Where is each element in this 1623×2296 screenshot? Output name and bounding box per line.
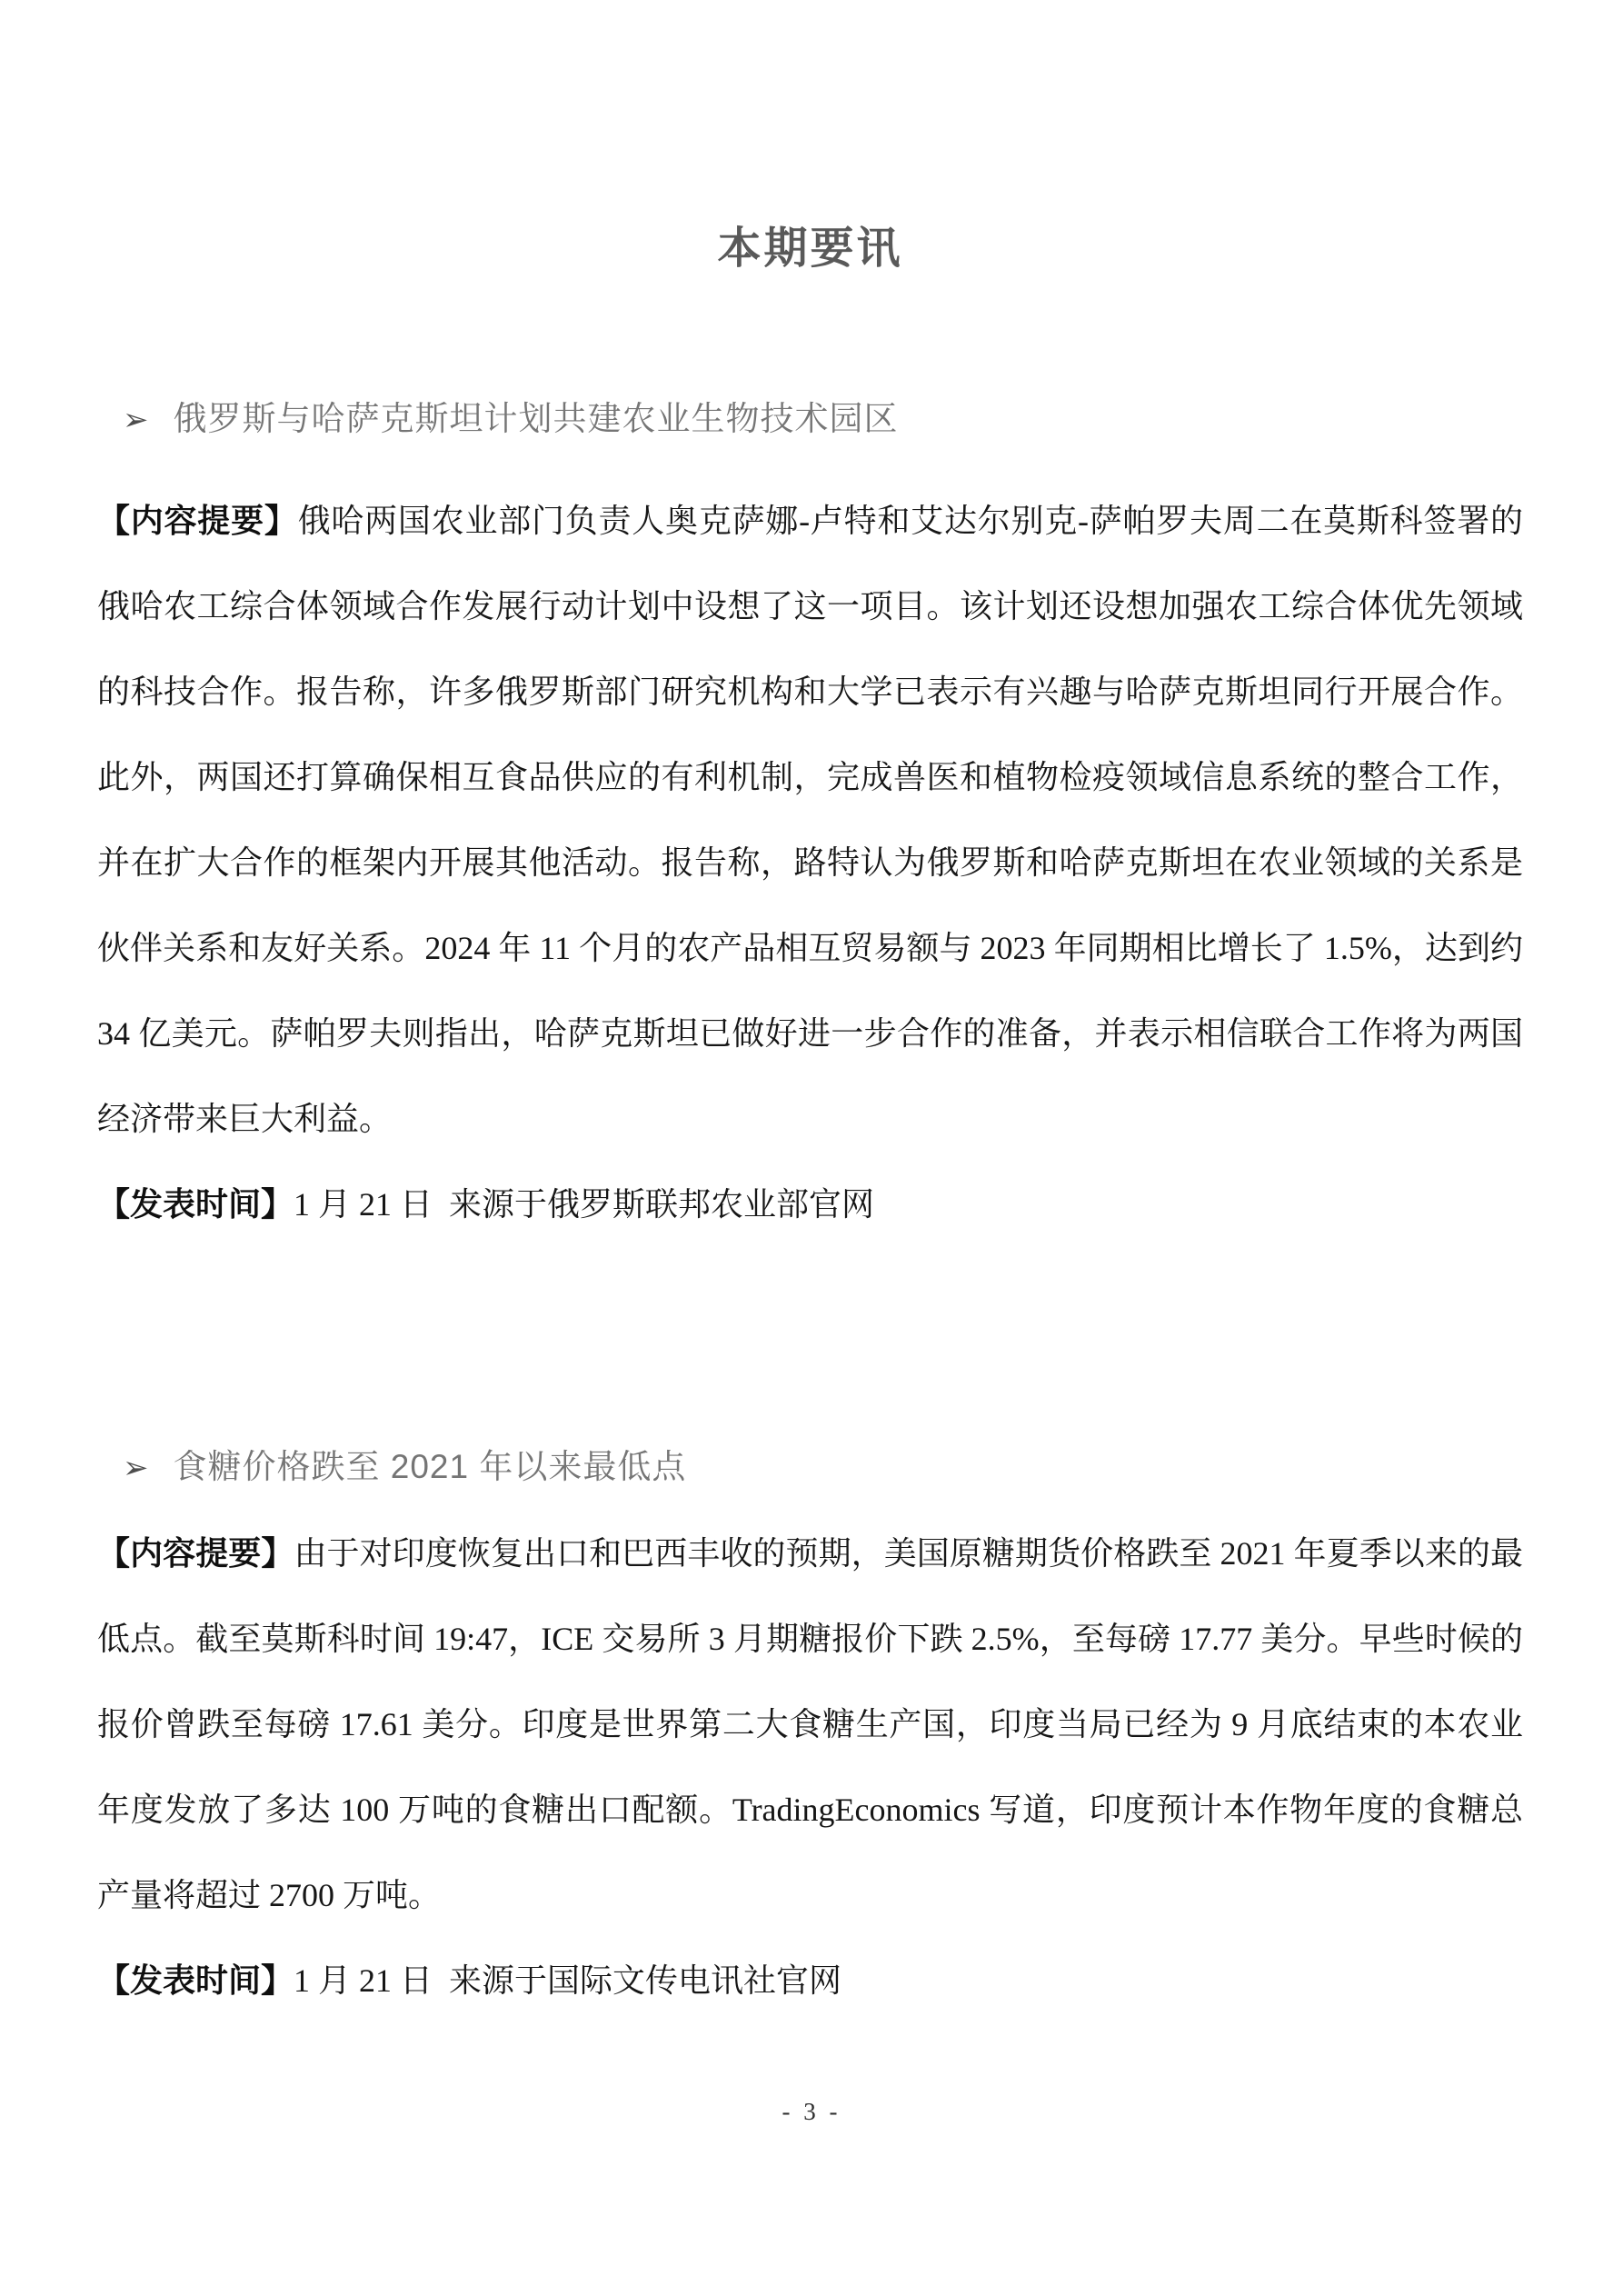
section-1-publish-line xyxy=(97,1162,1523,1247)
section-2-heading xyxy=(123,1444,1523,1491)
section-1-summary-text: 俄哈两国农业部门负责人奥克萨娜-卢特和艾达尔别克-萨帕罗夫周二在莫斯科签署的俄哈农工综合体领域合作发展行动计划中设想了这一项目。该计划还设想加强农工综合体优先领域的科技合作。报告称，许多俄罗斯部门研究机构和大学已表示有兴趣与哈萨克斯坦同行开展合作。此外，两国还打算确保相互食品供应的有利机制，完成兽医和植物检疫领域信息系统的整合工作，并在扩大合作的框架内开展其他活动。报告称，路特认为俄罗斯和哈萨克斯坦在农业领域的关系是伙伴关系和友好关系。2024 年 11 个月的农产品相互贸易额与 2023 年同期相比增长了 1.5%，达到约 34 亿美元。萨帕罗夫则指出，哈萨克斯坦已做好进一步合作的准备，并表示相信联合工作将为两国经济带来巨大利益。 xyxy=(97,503,1523,1137)
section-2-summary-paragraph xyxy=(97,1511,1523,1938)
section-2-publish-line xyxy=(97,1938,1523,2023)
section-2-publish-text: 1 月 21 日 来源于国际文传电讯社官网 xyxy=(294,1962,842,1999)
section-1-summary-label: 【内容提要】 xyxy=(97,502,298,539)
page-number: - 3 - xyxy=(782,2098,841,2125)
arrow-bullet-icon: ➢ xyxy=(123,403,150,437)
section-1-heading xyxy=(123,396,1523,443)
section-2-heading-text: 食糖价格跌至 2021 年以来最低点 xyxy=(173,1448,687,1485)
section-1-publish-label: 【发表时间】 xyxy=(97,1185,294,1223)
news-section-russia-kazakhstan xyxy=(97,396,1523,1247)
section-1-summary-paragraph xyxy=(97,478,1523,1162)
section-2-publish-label: 【发表时间】 xyxy=(97,1962,294,1999)
section-1-publish-text: 1 月 21 日 来源于俄罗斯联邦农业部官网 xyxy=(294,1186,875,1223)
page-title: 本期要讯 xyxy=(717,225,903,273)
news-section-sugar-price xyxy=(97,1444,1523,2023)
arrow-bullet-icon: ➢ xyxy=(123,1451,150,1485)
section-1-heading-text: 俄罗斯与哈萨克斯坦计划共建农业生物技术园区 xyxy=(173,400,899,437)
section-2-summary-label: 【内容提要】 xyxy=(97,1534,294,1572)
section-2-summary-text: 由于对印度恢复出口和巴西丰收的预期，美国原糖期货价格跌至 2021 年夏季以来的最低点。截至莫斯科时间 19:47，ICE 交易所 3 月期糖报价下跌 2.5%，至每磅 17.77 美分。早些时候的报价曾跌至每磅 17.61 美分。印度是世界第二大食糖生产国，印度当局已经为 9 月底结束的本农业年度发放了多达 100 万吨的食糖出口配额。TradingEconomics 写道，印度预计本作物年度的食糖总产量将超过 2700 万吨。 xyxy=(97,1535,1523,1913)
